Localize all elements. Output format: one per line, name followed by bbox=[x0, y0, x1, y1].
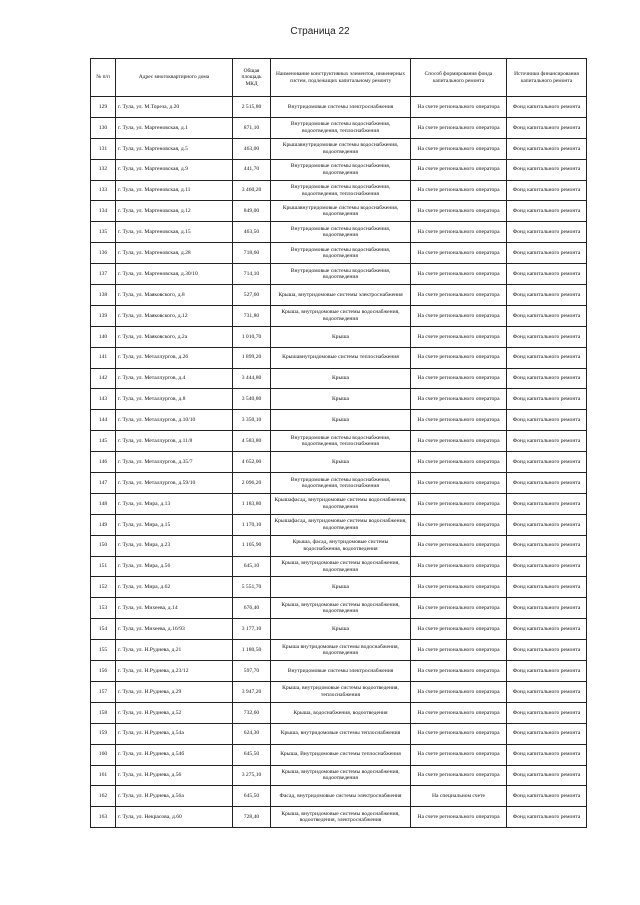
table-row bbox=[91, 473, 587, 494]
cell-works: Крыша bbox=[271, 368, 411, 389]
cell-source: Фонд капитального ремонта bbox=[507, 410, 587, 431]
cell-works: Внутридомовые системы водоснабжения, водоотведения bbox=[271, 222, 411, 243]
cell-source: Фонд капитального ремонта bbox=[507, 619, 587, 640]
cell-source: Фонд капитального ремонта bbox=[507, 765, 587, 786]
cell-num: 132 bbox=[91, 159, 116, 180]
cell-works: Внутридомовые системы водоснабжения, водоотведения, теплоснабжения bbox=[271, 117, 411, 138]
cell-num: 141 bbox=[91, 347, 116, 368]
cell-source: Фонд капитального ремонта bbox=[507, 723, 587, 744]
table-row bbox=[91, 723, 587, 744]
cell-source: Фонд капитального ремонта bbox=[507, 514, 587, 535]
table-row bbox=[91, 305, 587, 326]
cell-source: Фонд капитального ремонта bbox=[507, 97, 587, 118]
cell-source: Фонд капитального ремонта bbox=[507, 222, 587, 243]
cell-area: 728,40 bbox=[233, 807, 271, 828]
cell-source: Фонд капитального ремонта bbox=[507, 347, 587, 368]
header-area: Общая площадь МКД bbox=[233, 59, 271, 97]
cell-source: Фонд капитального ремонта bbox=[507, 744, 587, 765]
cell-works: Крыша, внутридомовые системы теплоснабжения bbox=[271, 723, 411, 744]
cell-address: г. Тула, ул. Маяковского, д.2а bbox=[116, 326, 233, 347]
cell-method: На счете регионального оператора bbox=[411, 473, 507, 494]
cell-num: 157 bbox=[91, 681, 116, 702]
cell-num: 136 bbox=[91, 243, 116, 264]
table-row bbox=[91, 535, 587, 556]
table-row bbox=[91, 452, 587, 473]
cell-works: Крышавнутридомовые системы водоснабжения, водоотведения bbox=[271, 138, 411, 159]
cell-works: Крыша, внутридомовые системы водоснабжения, водоотведения bbox=[271, 305, 411, 326]
cell-num: 130 bbox=[91, 117, 116, 138]
cell-area: 1 105,90 bbox=[233, 535, 271, 556]
cell-source: Фонд капитального ремонта bbox=[507, 159, 587, 180]
cell-address: г. Тула, ул. М.Тореза, д.20 bbox=[116, 97, 233, 118]
cell-num: 154 bbox=[91, 619, 116, 640]
cell-area: 871,10 bbox=[233, 117, 271, 138]
cell-source: Фонд капитального ремонта bbox=[507, 535, 587, 556]
cell-num: 142 bbox=[91, 368, 116, 389]
cell-source: Фонд капитального ремонта bbox=[507, 431, 587, 452]
cell-address: г. Тула, ул. Мартеновская, д.1 bbox=[116, 117, 233, 138]
cell-area: 441,70 bbox=[233, 159, 271, 180]
cell-num: 160 bbox=[91, 744, 116, 765]
cell-address: г. Тула, ул. Н.Руднева, д.21 bbox=[116, 640, 233, 661]
cell-source: Фонд капитального ремонта bbox=[507, 577, 587, 598]
cell-works: Внутридомовые системы водоснабжения, водоотведения bbox=[271, 159, 411, 180]
cell-num: 151 bbox=[91, 556, 116, 577]
cell-address: г. Тула, ул. Мартеновская, д.9 bbox=[116, 159, 233, 180]
cell-area: 2 515,80 bbox=[233, 97, 271, 118]
cell-source: Фонд капитального ремонта bbox=[507, 389, 587, 410]
cell-source: Фонд капитального ремонта bbox=[507, 473, 587, 494]
cell-num: 163 bbox=[91, 807, 116, 828]
cell-area: 732,60 bbox=[233, 702, 271, 723]
cell-method: На счете регионального оператора bbox=[411, 723, 507, 744]
cell-address: г. Тула, ул. Н.Руднева, д.56а bbox=[116, 786, 233, 807]
table-row bbox=[91, 431, 587, 452]
cell-num: 158 bbox=[91, 702, 116, 723]
cell-area: 1 180,50 bbox=[233, 640, 271, 661]
cell-num: 139 bbox=[91, 305, 116, 326]
table-row bbox=[91, 368, 587, 389]
header-address: Адрес многоквартирного дома bbox=[116, 59, 233, 97]
cell-address: г. Тула, ул. Маяковского, д.12 bbox=[116, 305, 233, 326]
cell-address: г. Тула, ул. Металлургов, д.8 bbox=[116, 389, 233, 410]
cell-address: г. Тула, ул. Маяковского, д.8 bbox=[116, 285, 233, 306]
table-row bbox=[91, 765, 587, 786]
cell-works: Внутридомовые системы электроснабжения bbox=[271, 97, 411, 118]
cell-method: На счете регионального оператора bbox=[411, 410, 507, 431]
cell-method: На счете регионального оператора bbox=[411, 117, 507, 138]
cell-source: Фонд капитального ремонта bbox=[507, 493, 587, 514]
cell-address: г. Тула, ул. Мира, д.15 bbox=[116, 514, 233, 535]
cell-works: Внутридомовые системы водоснабжения, водоотведения, теплоснабжения bbox=[271, 473, 411, 494]
cell-area: 527,60 bbox=[233, 285, 271, 306]
cell-works: Крыша, Внутридомовые системы теплоснабжения bbox=[271, 744, 411, 765]
cell-works: Крыша bbox=[271, 619, 411, 640]
cell-num: 146 bbox=[91, 452, 116, 473]
cell-source: Фонд капитального ремонта bbox=[507, 305, 587, 326]
cell-num: 156 bbox=[91, 661, 116, 682]
cell-works: Внутридомовые системы водоснабжения, водоотведения bbox=[271, 264, 411, 285]
cell-num: 161 bbox=[91, 765, 116, 786]
cell-num: 129 bbox=[91, 97, 116, 118]
cell-num: 147 bbox=[91, 473, 116, 494]
cell-area: 849,00 bbox=[233, 201, 271, 222]
cell-method: На счете регионального оператора bbox=[411, 619, 507, 640]
cell-num: 143 bbox=[91, 389, 116, 410]
cell-method: На счете регионального оператора bbox=[411, 765, 507, 786]
cell-source: Фонд капитального ремонта bbox=[507, 786, 587, 807]
table-row bbox=[91, 619, 587, 640]
header-method: Способ формирования фонда капитального ремонта bbox=[411, 59, 507, 97]
cell-works: Крыша, внутридомовые системы водоотведения, теплоснабжения bbox=[271, 681, 411, 702]
cell-num: 137 bbox=[91, 264, 116, 285]
cell-area: 731,80 bbox=[233, 305, 271, 326]
cell-method: На счете регионального оператора bbox=[411, 535, 507, 556]
table-row bbox=[91, 117, 587, 138]
cell-address: г. Тула, ул. Металлургов, д.10/10 bbox=[116, 410, 233, 431]
cell-num: 144 bbox=[91, 410, 116, 431]
cell-source: Фонд капитального ремонта bbox=[507, 661, 587, 682]
cell-area: 645,10 bbox=[233, 556, 271, 577]
cell-source: Фонд капитального ремонта bbox=[507, 556, 587, 577]
cell-area: 3 177,10 bbox=[233, 619, 271, 640]
cell-address: г. Тула, ул. Н.Руднева, д.54б bbox=[116, 744, 233, 765]
cell-area: 645,50 bbox=[233, 786, 271, 807]
cell-source: Фонд капитального ремонта bbox=[507, 243, 587, 264]
cell-method: На счете регионального оператора bbox=[411, 744, 507, 765]
cell-num: 152 bbox=[91, 577, 116, 598]
cell-num: 133 bbox=[91, 180, 116, 201]
table-row bbox=[91, 222, 587, 243]
table-row bbox=[91, 138, 587, 159]
cell-address: г. Тула, ул. Н.Руднева, д.56 bbox=[116, 765, 233, 786]
cell-method: На счете регионального оператора bbox=[411, 243, 507, 264]
cell-works: Внутридомовые системы электроснабжения bbox=[271, 661, 411, 682]
cell-area: 3 350,10 bbox=[233, 410, 271, 431]
table-row bbox=[91, 201, 587, 222]
table-row bbox=[91, 744, 587, 765]
cell-method: На счете регионального оператора bbox=[411, 326, 507, 347]
cell-works: Крыша, внутридомовые системы водоснабжения, водоотведения, электроснабжения bbox=[271, 807, 411, 828]
cell-area: 2 096,20 bbox=[233, 473, 271, 494]
cell-works: Внутридомовые системы водоснабжения, водоотведения, теплоснабжения bbox=[271, 180, 411, 201]
table-row bbox=[91, 556, 587, 577]
cell-works: Фасад, внутридомовые системы электроснабжения bbox=[271, 786, 411, 807]
cell-source: Фонд капитального ремонта bbox=[507, 702, 587, 723]
cell-address: г. Тула, ул. Металлургов, д.4 bbox=[116, 368, 233, 389]
cell-works: Внутридомовые системы водоснабжения, водоотведения bbox=[271, 243, 411, 264]
cell-address: г. Тула, ул. Металлургов, д.35/7 bbox=[116, 452, 233, 473]
cell-method: На счете регионального оператора bbox=[411, 159, 507, 180]
cell-source: Фонд капитального ремонта bbox=[507, 598, 587, 619]
cell-works: Крышавнутридомовые системы водоснабжения, водоотведения bbox=[271, 201, 411, 222]
table-row bbox=[91, 514, 587, 535]
cell-num: 149 bbox=[91, 514, 116, 535]
cell-area: 645,50 bbox=[233, 744, 271, 765]
cell-area: 1 183,80 bbox=[233, 493, 271, 514]
table-row bbox=[91, 326, 587, 347]
cell-num: 159 bbox=[91, 723, 116, 744]
cell-method: На счете регионального оператора bbox=[411, 556, 507, 577]
cell-address: г. Тула, ул. Мартеновская, д.12 bbox=[116, 201, 233, 222]
cell-num: 140 bbox=[91, 326, 116, 347]
cell-address: г. Тула, ул. Н.Руднева, д.29 bbox=[116, 681, 233, 702]
cell-area: 463,00 bbox=[233, 138, 271, 159]
cell-num: 145 bbox=[91, 431, 116, 452]
cell-source: Фонд капитального ремонта bbox=[507, 807, 587, 828]
cell-method: На счете регионального оператора bbox=[411, 222, 507, 243]
cell-address: г. Тула, ул. Металлургов, д.59/10 bbox=[116, 473, 233, 494]
cell-works: Крышафасад, внутридомовые системы водоснабжения, водоотведения bbox=[271, 493, 411, 514]
cell-area: 4 583,80 bbox=[233, 431, 271, 452]
cell-works: Крышавнутридомовые системы теплоснабжения bbox=[271, 347, 411, 368]
table-body bbox=[91, 97, 587, 828]
cell-num: 138 bbox=[91, 285, 116, 306]
cell-works: Внутридомовые системы водоснабжения, водоотведения, теплоснабжения bbox=[271, 431, 411, 452]
header-source: Источники финансирования капитального ремонта bbox=[507, 59, 587, 97]
table-row bbox=[91, 243, 587, 264]
cell-source: Фонд капитального ремонта bbox=[507, 452, 587, 473]
cell-address: г. Тула, ул. Металлургов, д.26 bbox=[116, 347, 233, 368]
cell-method: На счете регионального оператора bbox=[411, 389, 507, 410]
table-row bbox=[91, 807, 587, 828]
cell-area: 676,40 bbox=[233, 598, 271, 619]
cell-address: г. Тула, ул. Михеева, д.14 bbox=[116, 598, 233, 619]
cell-num: 148 bbox=[91, 493, 116, 514]
cell-method: На счете регионального оператора bbox=[411, 493, 507, 514]
cell-area: 3 444,80 bbox=[233, 368, 271, 389]
cell-num: 153 bbox=[91, 598, 116, 619]
cell-area: 714,10 bbox=[233, 264, 271, 285]
cell-source: Фонд капитального ремонта bbox=[507, 640, 587, 661]
cell-method: На счете регионального оператора bbox=[411, 598, 507, 619]
cell-method: На счете регионального оператора bbox=[411, 577, 507, 598]
cell-num: 134 bbox=[91, 201, 116, 222]
cell-works: Крыша внутридомовые системы водоснабжения, водоотведения bbox=[271, 640, 411, 661]
cell-method: На счете регионального оператора bbox=[411, 514, 507, 535]
cell-num: 135 bbox=[91, 222, 116, 243]
cell-method: На счете регионального оператора bbox=[411, 661, 507, 682]
cell-method: На специальном счете bbox=[411, 786, 507, 807]
header-works: Наименование конструктивных элементов, инженерных систем, подлежащих капитальному ремонту bbox=[271, 59, 411, 97]
table-row bbox=[91, 702, 587, 723]
cell-area: 1 899,20 bbox=[233, 347, 271, 368]
cell-works: Крыша, водоснабжения, водоотведения bbox=[271, 702, 411, 723]
cell-area: 3 275,10 bbox=[233, 765, 271, 786]
cell-method: На счете регионального оператора bbox=[411, 681, 507, 702]
cell-address: г. Тула, ул. Н.Руднева, д.23/12 bbox=[116, 661, 233, 682]
cell-works: Крыша bbox=[271, 389, 411, 410]
table-row bbox=[91, 97, 587, 118]
cell-address: г. Тула, ул. Мира, д.23 bbox=[116, 535, 233, 556]
cell-address: г. Тула, ул. Мира, д.56 bbox=[116, 556, 233, 577]
cell-method: На счете регионального оператора bbox=[411, 305, 507, 326]
cell-source: Фонд капитального ремонта bbox=[507, 138, 587, 159]
cell-address: г. Тула, ул. Мира, д.62 bbox=[116, 577, 233, 598]
table-row bbox=[91, 285, 587, 306]
cell-method: На счете регионального оператора bbox=[411, 640, 507, 661]
cell-address: г. Тула, ул. Мартеновская, д.30/10 bbox=[116, 264, 233, 285]
cell-works: Крыша, внутридомовые системы водоснабжения, водоотведения bbox=[271, 765, 411, 786]
cell-area: 4 652,00 bbox=[233, 452, 271, 473]
table-row bbox=[91, 493, 587, 514]
cell-source: Фонд капитального ремонта bbox=[507, 201, 587, 222]
cell-address: г. Тула, ул. Михеева, д.16/93 bbox=[116, 619, 233, 640]
cell-area: 624,30 bbox=[233, 723, 271, 744]
cell-method: На счете регионального оператора bbox=[411, 285, 507, 306]
table-row bbox=[91, 180, 587, 201]
cell-area: 718,60 bbox=[233, 243, 271, 264]
cell-method: На счете регионального оператора bbox=[411, 452, 507, 473]
cell-num: 131 bbox=[91, 138, 116, 159]
cell-method: На счете регионального оператора bbox=[411, 97, 507, 118]
cell-address: г. Тула, ул. Н.Руднева, д.54а bbox=[116, 723, 233, 744]
cell-works: Крышафасад, внутридомовые системы водоснабжения, водоотведения bbox=[271, 514, 411, 535]
table-header-row bbox=[91, 59, 587, 97]
cell-method: На счете регионального оператора bbox=[411, 138, 507, 159]
cell-method: На счете регионального оператора bbox=[411, 702, 507, 723]
cell-works: Крыша, внутридомовые системы электроснабжения bbox=[271, 285, 411, 306]
cell-address: г. Тула, ул. Н.Руднева, д.52 bbox=[116, 702, 233, 723]
repair-table bbox=[90, 58, 587, 828]
cell-source: Фонд капитального ремонта bbox=[507, 264, 587, 285]
cell-works: Крыша bbox=[271, 410, 411, 431]
cell-works: Крыша, внутридомовые системы водоснабжения, водоотведения bbox=[271, 556, 411, 577]
cell-method: На счете регионального оператора bbox=[411, 347, 507, 368]
cell-method: На счете регионального оператора bbox=[411, 180, 507, 201]
cell-area: 3 947,20 bbox=[233, 681, 271, 702]
cell-area: 3 460,20 bbox=[233, 180, 271, 201]
cell-area: 3 540,80 bbox=[233, 389, 271, 410]
cell-works: Крыша bbox=[271, 326, 411, 347]
cell-source: Фонд капитального ремонта bbox=[507, 681, 587, 702]
cell-source: Фонд капитального ремонта bbox=[507, 368, 587, 389]
cell-source: Фонд капитального ремонта bbox=[507, 285, 587, 306]
cell-method: На счете регионального оператора bbox=[411, 431, 507, 452]
cell-method: На счете регионального оператора bbox=[411, 264, 507, 285]
cell-area: 5 551,70 bbox=[233, 577, 271, 598]
cell-address: г. Тула, ул. Мартеновская, д.15 bbox=[116, 222, 233, 243]
table-row bbox=[91, 389, 587, 410]
table-row bbox=[91, 786, 587, 807]
cell-area: 463,50 bbox=[233, 222, 271, 243]
cell-area: 1 170,10 bbox=[233, 514, 271, 535]
cell-address: г. Тула, ул. Мартеновская, д.28 bbox=[116, 243, 233, 264]
cell-source: Фонд капитального ремонта bbox=[507, 180, 587, 201]
table-row bbox=[91, 661, 587, 682]
cell-source: Фонд капитального ремонта bbox=[507, 326, 587, 347]
cell-address: г. Тула, ул. Мира, д.13 bbox=[116, 493, 233, 514]
table-row bbox=[91, 159, 587, 180]
cell-works: Крыша bbox=[271, 577, 411, 598]
cell-method: На счете регионального оператора bbox=[411, 807, 507, 828]
cell-works: Крыша, внутридомовые системы водоснабжения, водоотведения bbox=[271, 598, 411, 619]
header-num: № п/п bbox=[91, 59, 116, 97]
cell-source: Фонд капитального ремонта bbox=[507, 117, 587, 138]
cell-address: г. Тула, ул. Мартеновская, д.5 bbox=[116, 138, 233, 159]
cell-address: г. Тула, ул. Некрасова, д.60 bbox=[116, 807, 233, 828]
page-title: Страница 22 bbox=[290, 26, 350, 37]
cell-works: Крыша, фасад, внутридомовые системы водоснабжения, водоотведения bbox=[271, 535, 411, 556]
cell-method: На счете регионального оператора bbox=[411, 201, 507, 222]
cell-address: г. Тула, ул. Металлургов, д.11/8 bbox=[116, 431, 233, 452]
table-row bbox=[91, 347, 587, 368]
table-row bbox=[91, 598, 587, 619]
table-row bbox=[91, 640, 587, 661]
table-row bbox=[91, 410, 587, 431]
table-row bbox=[91, 681, 587, 702]
cell-num: 155 bbox=[91, 640, 116, 661]
cell-area: 1 010,70 bbox=[233, 326, 271, 347]
cell-address: г. Тула, ул. Мартеновская, д.11 bbox=[116, 180, 233, 201]
table-row bbox=[91, 577, 587, 598]
cell-num: 150 bbox=[91, 535, 116, 556]
cell-method: На счете регионального оператора bbox=[411, 368, 507, 389]
cell-num: 162 bbox=[91, 786, 116, 807]
table-row bbox=[91, 264, 587, 285]
cell-area: 597,70 bbox=[233, 661, 271, 682]
cell-works: Крыша bbox=[271, 452, 411, 473]
